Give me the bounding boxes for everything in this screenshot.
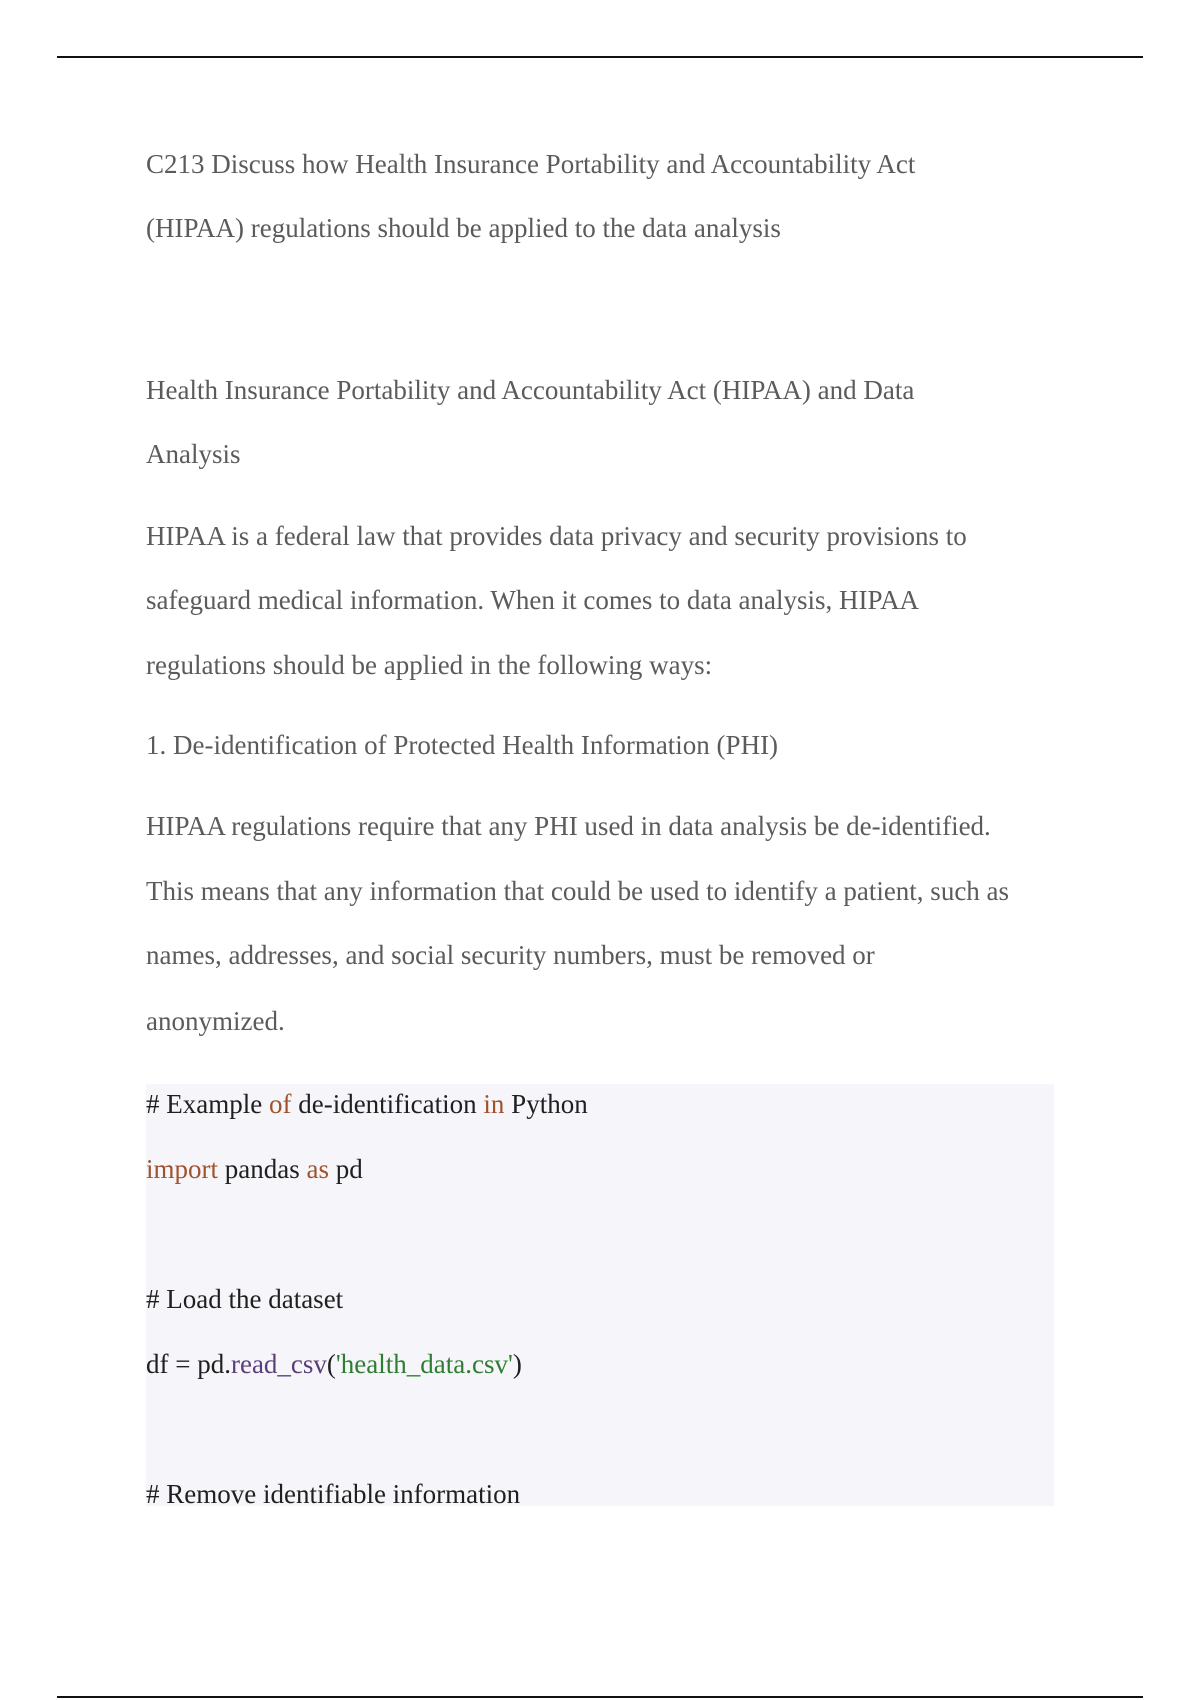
intro-line-3: regulations should be applied in the following ways:: [146, 650, 713, 680]
heading-line-1: Health Insurance Portability and Accountability Act (HIPAA) and Data: [146, 375, 915, 405]
code-line-read-csv: [146, 1348, 522, 1380]
code-text: df = pd.: [146, 1349, 231, 1379]
section-1-line-3: names, addresses, and social security numbers, must be removed or: [146, 940, 875, 970]
code-line-import: [146, 1153, 363, 1185]
code-text: pandas: [218, 1154, 307, 1184]
title-line-2: (HIPAA) regulations should be applied to the data analysis: [146, 213, 781, 243]
section-1-line-4: anonymized.: [146, 1006, 285, 1036]
heading-line-2: Analysis: [146, 439, 241, 469]
section-1-heading: 1. De-identification of Protected Health Information (PHI): [146, 730, 779, 760]
code-line-comment-example: [146, 1088, 588, 1120]
code-string: 'health_data.csv': [335, 1349, 513, 1379]
code-keyword: of: [268, 1089, 292, 1119]
code-text: ): [512, 1349, 522, 1379]
section-1-line-1: HIPAA regulations require that any PHI used in data analysis be de-identified.: [146, 811, 991, 841]
code-text: # Example: [146, 1089, 269, 1119]
section-1-line-2: This means that any information that could be used to identify a patient, such as: [146, 876, 1010, 906]
code-block: [146, 1084, 1054, 1509]
code-text: de-identification: [291, 1089, 484, 1119]
code-keyword: in: [483, 1089, 505, 1119]
intro-line-2: safeguard medical information. When it comes to data analysis, HIPAA: [146, 585, 920, 615]
code-line-comment-remove: # Remove identifiable information: [146, 1479, 521, 1509]
code-text: Python: [504, 1089, 588, 1119]
code-text: (: [326, 1349, 336, 1379]
code-text: pd: [328, 1154, 363, 1184]
page-bottom-rule: [57, 1696, 1143, 1698]
code-function: read_csv: [230, 1349, 327, 1379]
title-line-1: C213 Discuss how Health Insurance Portability and Accountability Act: [146, 149, 916, 179]
intro-line-1: HIPAA is a federal law that provides data privacy and security provisions to: [146, 521, 967, 551]
code-keyword: import: [146, 1154, 218, 1184]
code-keyword: as: [306, 1154, 329, 1184]
page-top-rule: [57, 56, 1143, 58]
code-line-comment-load: # Load the dataset: [146, 1284, 344, 1314]
